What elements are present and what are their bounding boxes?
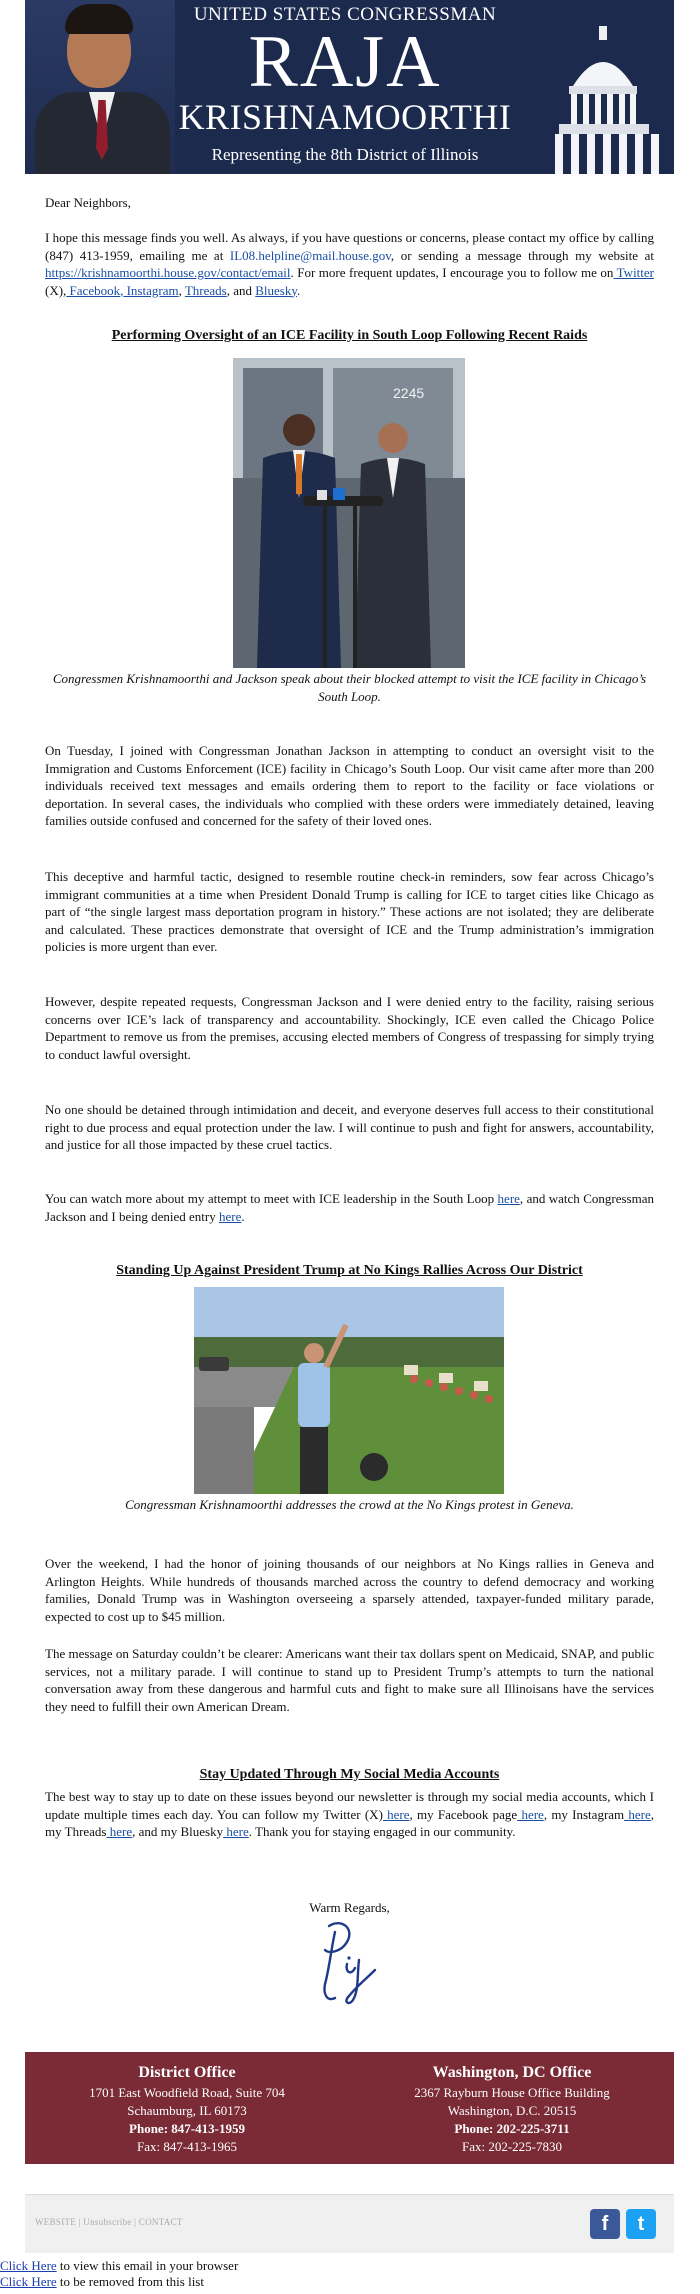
dc-office-address-2: Washington, D.C. 20515 (447, 2103, 577, 2118)
district-office-title: District Office (138, 2064, 236, 2081)
rally-paragraph-1: Over the weekend, I had the honor of joining thousands of our neighbors at No Kings rallies in Geneva and Arlington Heights. While hundreds of thousands marched across the country to defend democracy and working families, Donald Trump was in Washington overseeing a sparsely attended, taxpayer-funded military parade, expected to cost up to $45 million. (45, 1556, 654, 1624)
utility-bar (25, 2194, 674, 2253)
bluesky-link[interactable]: Bluesky (255, 282, 298, 298)
ice-paragraph-3: However, despite repeated requests, Congressman Jackson and I were denied entry to the facility, raising serious concerns over ICE’s lack of transparency and accountability. Shockingly, ICE even called the Chicago Police Department to remove us from the premises, accusing elected members of Congress of trespassing for simply trying to conduct lawful oversight. (45, 994, 654, 1062)
email-link[interactable]: IL08.helpline@mail.house.gov (229, 247, 391, 263)
signature-graphic (315, 1920, 385, 2008)
press-conference-illustration (233, 358, 465, 668)
district-office-address-2: Schaumburg, IL 60173 (127, 2103, 247, 2118)
banner-name-last: KRISHNAMOORTHI (178, 97, 512, 137)
view-in-browser-line: Click Here to view this email in your browser (0, 2258, 239, 2273)
district-office (37, 2062, 337, 2156)
banner-district: Representing the 8th District of Illinois (211, 145, 479, 164)
ice-paragraph-2: This deceptive and harmful tactic, designed to resemble routine check-in reminders, sow fear across Chicago’s immigrant communities at a time when President Donald Trump is calling for ICE to target cities like Chicago as part of “the single largest mass deportation program in history.” These actions are not isolated; they are deliberate and calculated. These practices demonstrate that oversight of ICE and the Trump administration’s immigration policies is more urgent than ever. (45, 869, 654, 954)
photo-caption-ice: Congressmen Krishnamoorthi and Jackson speak about their blocked attempt to visit the ICE facility in Chicago’s South Loop. (52, 671, 647, 704)
ice-paragraph-4: No one should be detained through intimidation and deceit, and everyone deserves full access to their constitutional right to due process and equal protection under the law. I will continue to push and fight for answers, accountability, and justice for all those impacted by these cruel tactics. (45, 1102, 654, 1152)
facebook-icon[interactable]: f (590, 2209, 620, 2239)
dc-office-address-1: 2367 Rayburn House Office Building (414, 2085, 610, 2100)
instagram-link[interactable]: Instagram (123, 282, 179, 298)
watch-denied-entry-link[interactable]: here (219, 1208, 242, 1224)
ice-paragraph-5: You can watch more about my attempt to meet with ICE leadership in the South Loop here, and watch Congressman Jackson and I being denied entry here. (45, 1191, 654, 1224)
follow-threads-link[interactable]: here (106, 1824, 133, 1839)
rally-paragraph-2: The message on Saturday couldn’t be clearer: Americans want their tax dollars spent on Medicaid, SNAP, and public services, not a military parade. I will continue to stand up to President Trump’s attempts to turn the national conversation away from these dangerous and harmful cuts and fight to make sure all Illinoisans have the services they need to fulfill their own American Dream. (45, 1646, 654, 1714)
rally-illustration (194, 1287, 504, 1494)
website-utility-link[interactable]: WEBSITE (35, 2217, 77, 2227)
section-heading-ice: Performing Oversight of an ICE Facility in South Loop Following Recent Raids (111, 328, 588, 343)
dc-office-title: Washington, DC Office (432, 2064, 592, 2081)
dc-office (362, 2062, 662, 2156)
contact-link[interactable]: CONTACT (138, 2217, 183, 2227)
intro-paragraph: I hope this message finds you well. As always, if you have questions or concerns, please contact my office by calling (847) 413-1959, emailing me at IL08.helpline@mail.house.gov, or sending a message through my website at https://krishnamoorthi.house.gov/contact/email. For more frequent updates, I encourage you to follow me on Twitter (X), Facebook, Instagram, Threads, and Bluesky. (45, 230, 655, 298)
greeting: Dear Neighbors, (45, 195, 131, 210)
facebook-link[interactable]: Facebook (66, 282, 121, 298)
website-link[interactable]: https://krishnamoorthi.house.gov/contact/email (45, 265, 291, 280)
watch-south-loop-link[interactable]: here (497, 1191, 520, 1206)
remove-from-list-link[interactable]: Click Here (0, 2274, 57, 2289)
dc-office-fax: Fax: 202-225-7830 (461, 2139, 563, 2154)
no-kings-rally-photo (194, 1287, 504, 1494)
closing-salutation: Warm Regards, (309, 1900, 390, 1915)
dc-office-phone: Phone: 202-225-3711 (454, 2121, 570, 2136)
twitter-icon[interactable]: t (626, 2209, 656, 2239)
press-conference-photo (233, 358, 465, 668)
twitter-link[interactable]: Twitter (613, 265, 655, 280)
banner-name-first: RAJA (248, 21, 442, 103)
district-office-phone: Phone: 847-413-1959 (129, 2121, 245, 2136)
threads-link[interactable]: Threads (184, 282, 227, 298)
section-heading-no-kings: Standing Up Against President Trump at No Kings Rallies Across Our District (116, 1263, 583, 1278)
ice-paragraph-1: On Tuesday, I joined with Congressman Jonathan Jackson in attempting to conduct an oversight visit to the Immigration and Customs Enforcement (ICE) facility in Chicago’s South Loop. Our visit came after more than 200 individuals received text messages and emails ordering them to report to the facility or face violations or deportation. In several cases, the individuals who complied with these orders were immediately detained, leaving families outside confused and concerned for the safety of their loved ones. (45, 743, 654, 828)
view-in-browser-link[interactable]: Click Here (0, 2258, 57, 2273)
follow-instagram-link[interactable]: here (624, 1806, 651, 1822)
banner-title-top: UNITED STATES CONGRESSMAN (193, 4, 497, 25)
capitol-dome-icon (533, 24, 674, 174)
social-paragraph: The best way to stay up to date on these issues beyond our newsletter is through my social media accounts, which I update multiple times each day. You can follow my Twitter (X) here, my Facebook page here, my Instagram here, my Threads here, and my Bluesky here. Thank you for staying engaged in our community. (45, 1789, 655, 1839)
building-number: 2245 (393, 385, 425, 401)
congressman-portrait (25, 0, 175, 174)
photo-caption-rally: Congressman Krishnamoorthi addresses the crowd at the No Kings protest in Geneva. (125, 1497, 574, 1512)
office-footer (25, 2052, 674, 2164)
remove-from-list-line: Click Here to be removed from this list (0, 2274, 204, 2289)
utility-links: WEBSITE | Unsubscribe | CONTACT (35, 2217, 183, 2227)
follow-facebook-link[interactable]: here (517, 1806, 544, 1822)
comma-link-1[interactable]: , (120, 282, 124, 298)
follow-bluesky-link[interactable]: here (223, 1824, 249, 1839)
section-heading-social: Stay Updated Through My Social Media Accounts (199, 1767, 500, 1782)
unsubscribe-link[interactable]: Unsubscribe (83, 2217, 132, 2227)
district-office-address-1: 1701 East Woodfield Road, Suite 704 (89, 2085, 285, 2100)
follow-twitter-link[interactable]: here (382, 1806, 410, 1822)
district-office-fax: Fax: 847-413-1965 (136, 2139, 238, 2154)
header-banner (25, 0, 674, 174)
